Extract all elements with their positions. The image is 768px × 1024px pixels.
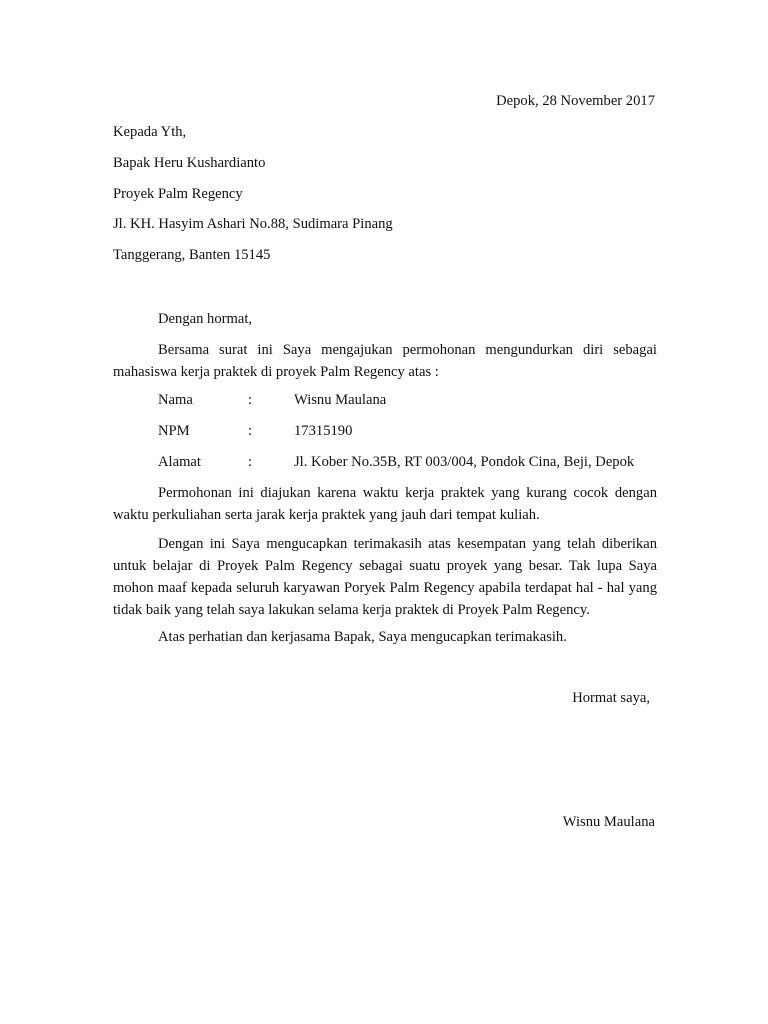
intro-paragraph: Bersama surat ini Saya mengajukan permohonan mengundurkan diri sebagai mahasiswa kerja praktek di proyek Palm Regency atas : — [113, 342, 657, 380]
info-label-npm: NPM — [158, 423, 190, 439]
signer-name: Wisnu Maulana — [562, 814, 655, 830]
info-colon: : — [248, 423, 253, 439]
info-value-alamat: Jl. Kober No.35B, RT 003/004, Pondok Cina, Beji, Depok — [294, 454, 635, 470]
info-colon: : — [248, 454, 253, 470]
recipient-street: Jl. KH. Hasyim Ashari No.88, Sudimara Pinang — [113, 216, 393, 232]
info-label-nama: Nama — [158, 392, 193, 408]
closing-paragraph: Atas perhatian dan kerjasama Bapak, Saya mengucapkan terimakasih. — [158, 629, 567, 645]
info-label-alamat: Alamat — [158, 454, 201, 470]
recipient-city: Tanggerang, Banten 15145 — [113, 247, 271, 263]
salutation: Dengan hormat, — [158, 311, 253, 327]
reason-paragraph: Permohonan ini diajukan karena waktu kerja praktek yang kurang cocok dengan waktu perkuliahan serta jarak kerja praktek yang jauh dari tempat kuliah. — [113, 485, 657, 523]
info-value-nama: Wisnu Maulana — [294, 392, 387, 408]
recipient-company: Proyek Palm Regency — [113, 186, 243, 202]
recipient-greeting: Kepada Yth, — [113, 124, 187, 140]
letter-date: Depok, 28 November 2017 — [496, 93, 655, 109]
info-value-npm: 17315190 — [294, 423, 353, 439]
thanks-paragraph: Dengan ini Saya mengucapkan terimakasih atas kesempatan yang telah diberikan untuk belajar di Proyek Palm Regency sebagai suatu proyek yang besar. Tak lupa Saya mohon maaf kepada seluruh karyawan Poryek Palm Regency apabila terdapat hal - hal yang tidak baik yang telah saya lakukan selama kerja praktek di Proyek Palm Regency. — [113, 536, 657, 618]
info-colon: : — [248, 392, 253, 408]
sign-off: Hormat saya, — [572, 690, 650, 706]
recipient-name: Bapak Heru Kushardianto — [113, 155, 266, 171]
